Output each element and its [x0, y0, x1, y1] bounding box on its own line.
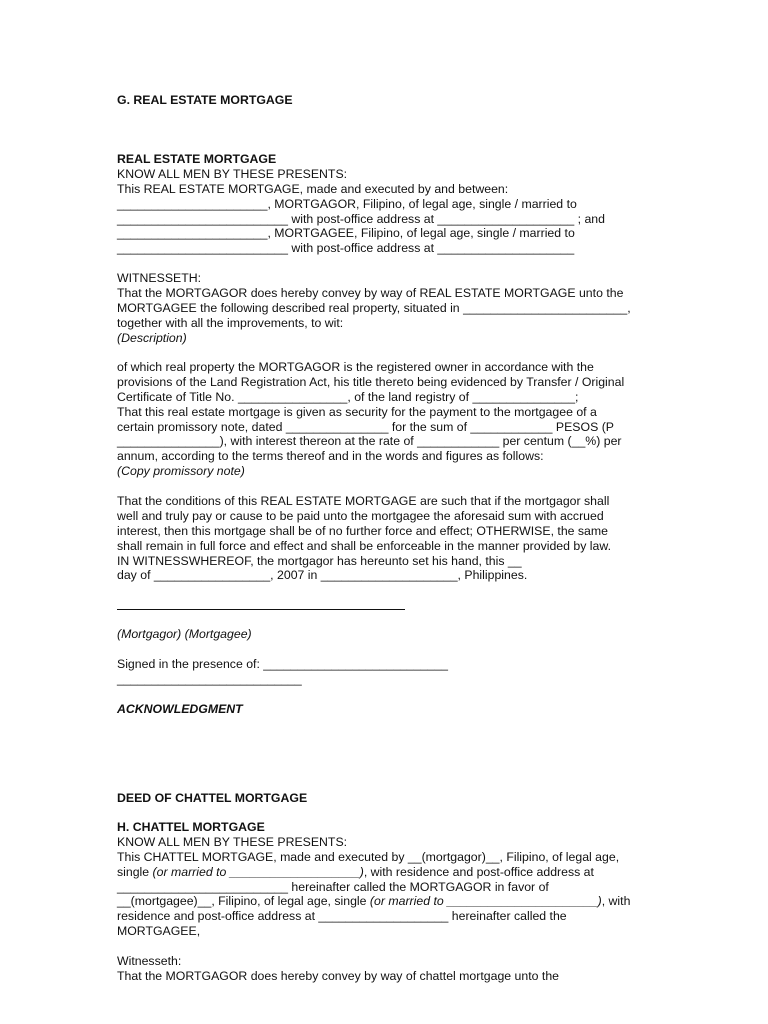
rem-intro-line: ______________________, MORTGAGEE, Filipino, of legal age, single / married to: [117, 226, 575, 241]
rem-title: REAL ESTATE MORTGAGE: [117, 152, 277, 166]
witnesseth-line: together with all the improvements, to wit:: [117, 315, 344, 330]
description-label: (Description): [117, 330, 187, 345]
chattel-line-part: (or married to ___________________): [152, 864, 364, 879]
conditions-line: well and truly pay or cause to be paid unto the mortgagee the aforesaid sum with accrued: [117, 508, 604, 523]
section-h-heading: H. CHATTEL MORTGAGE: [117, 820, 265, 834]
chattel-witness-block: [117, 954, 657, 984]
property-line: _______________), with interest thereon at the rate of ____________ per centum (__%) per: [117, 434, 622, 449]
property-block: [117, 360, 657, 479]
property-line: of which real property the MORTGAGOR is the registered owner in accordance with the: [117, 360, 594, 374]
chattel-line-part: , with residence and post-office address at: [363, 864, 594, 879]
acknowledgment-heading: ACKNOWLEDGMENT: [117, 702, 243, 716]
chattel-line: residence and post-office address at ___________________ hereinafter called the: [117, 909, 567, 924]
chattel-line: This CHATTEL MORTGAGE, made and executed by __(mortgagor)__, Filipino, of legal age,: [117, 849, 620, 864]
witnesseth-line: MORTGAGEE the following described real property, situated in ________________________,: [117, 300, 631, 315]
rem-intro-line: _________________________ with post-office address at ____________________ ; and: [117, 211, 605, 226]
rem-intro-line: KNOW ALL MEN BY THESE PRESENTS:: [117, 166, 348, 181]
rem-intro-line: _________________________ with post-office address at ____________________: [117, 241, 575, 256]
signature-line: [117, 609, 405, 610]
chattel-line: [117, 865, 657, 880]
conditions-line: day of _________________, 2007 in ____________________, Philippines.: [117, 568, 528, 583]
conditions-line: shall remain in full force and effect and shall be enforceable in the manner provided by law.: [117, 538, 611, 553]
conditions-block: [117, 494, 657, 583]
chattel-line: [117, 894, 657, 909]
rem-intro-line: ______________________, MORTGAGOR, Filipino, of legal age, single / married to: [117, 196, 577, 211]
witnesseth-line: That the MORTGAGOR does hereby convey by way of REAL ESTATE MORTGAGE unto the: [117, 285, 624, 300]
signed-presence-line: ___________________________: [117, 671, 302, 686]
chattel-line-part: , with: [601, 894, 631, 909]
chattel-line-part: single: [117, 864, 153, 879]
witnesseth-line: WITNESSETH:: [117, 271, 202, 285]
chattel-line-part: (or married to ______________________): [369, 894, 602, 909]
section-g-heading: G. REAL ESTATE MORTGAGE: [117, 93, 293, 107]
copy-note-label: (Copy promissory note): [117, 464, 245, 479]
property-line: certain promissory note, dated _______________ for the sum of ____________ PESOS (P: [117, 419, 614, 434]
conditions-line: IN WITNESSWHEREOF, the mortgagor has hereunto set his hand, this __: [117, 553, 522, 568]
chattel-intro: KNOW ALL MEN BY THESE PRESENTS:: [117, 834, 348, 849]
property-line: That this real estate mortgage is given as security for the payment to the mortgagee of a: [117, 404, 597, 419]
rem-intro-block: [117, 152, 657, 256]
property-line: Certificate of Title No. ________________, of the land registry of _______________;: [117, 389, 579, 404]
chattel-deed-heading: DEED OF CHATTEL MORTGAGE: [117, 791, 308, 805]
signed-presence-line: Signed in the presence of: ___________________________: [117, 657, 448, 671]
conditions-line: That the conditions of this REAL ESTATE MORTGAGE are such that if the mortgagor shall: [117, 494, 610, 508]
witnesseth-block: [117, 271, 657, 345]
conditions-line: interest, then this mortgage shall be of no further force and effect; OTHERWISE, the same: [117, 523, 608, 538]
rem-intro-line: This REAL ESTATE MORTGAGE, made and executed by and between:: [117, 181, 509, 196]
chattel-witness: Witnesseth:: [117, 954, 182, 968]
chattel-block: [117, 820, 657, 939]
property-line: provisions of the Land Registration Act, his title thereto being evidenced by Transfer / Original: [117, 374, 625, 389]
signed-presence-block: [117, 657, 657, 687]
property-line: annum, according to the terms thereof and in the words and figures as follows:: [117, 449, 544, 464]
chattel-last-line: That the MORTGAGOR does hereby convey by way of chattel mortgage unto the: [117, 968, 559, 983]
chattel-line: MORTGAGEE,: [117, 924, 201, 939]
signatories-label: (Mortgagor) (Mortgagee): [117, 627, 252, 641]
chattel-line-part: __(mortgagee)__, Filipino, of legal age, single: [117, 894, 370, 909]
chattel-line: _________________________ hereinafter called the MORTGAGOR in favor of: [117, 879, 549, 894]
